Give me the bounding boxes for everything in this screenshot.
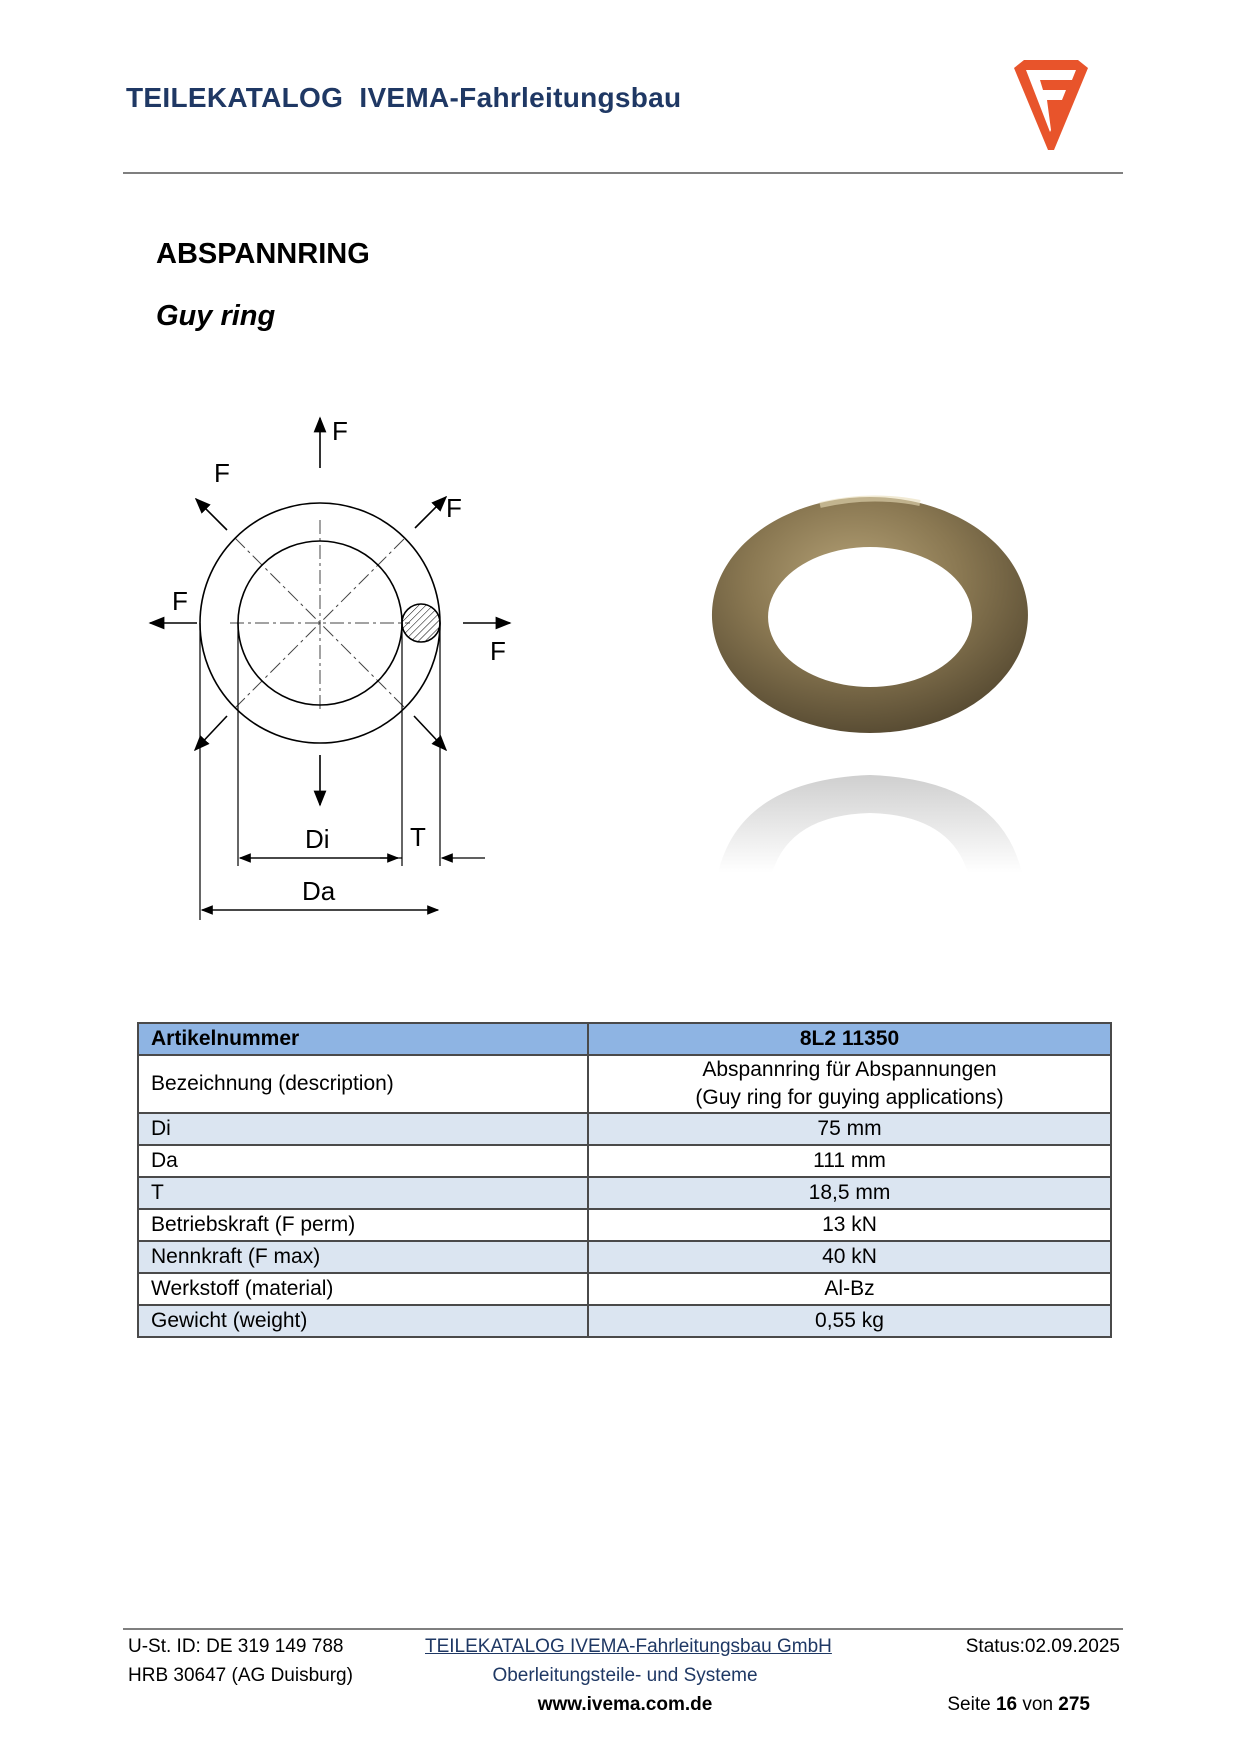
dim-label-di: Di — [305, 824, 330, 854]
force-arrows — [150, 418, 510, 805]
table-cell-label: Di — [138, 1113, 588, 1145]
product-title: ABSPANNRING — [156, 238, 370, 270]
product-photo — [700, 485, 1040, 885]
table-row — [138, 1113, 1111, 1145]
table-row — [138, 1145, 1111, 1177]
force-label-right: F — [490, 636, 506, 666]
table-cell-label: Gewicht (weight) — [138, 1305, 588, 1337]
table-cell-value: 75 mm — [588, 1113, 1111, 1145]
page-prefix: Seite — [947, 1694, 991, 1715]
description-line-1: Abspannring für Abspannungen — [702, 1058, 997, 1081]
dim-label-t: T — [410, 822, 426, 852]
description-line-2: (Guy ring for guying applications) — [695, 1086, 1004, 1109]
footer-vat-id: U-St. ID: DE 319 149 788 — [128, 1636, 344, 1657]
footer-company-link[interactable]: TEILEKATALOG IVEMA-Fahrleitungsbau GmbH — [425, 1636, 832, 1657]
page-total: 275 — [1058, 1694, 1090, 1715]
ring-cross-section — [402, 604, 440, 642]
force-label-top-left: F — [214, 458, 230, 488]
table-cell-value: 0,55 kg — [588, 1305, 1111, 1337]
technical-drawing — [140, 410, 580, 940]
footer-status: Status:02.09.2025 — [965, 1636, 1120, 1657]
force-label-top-right: F — [446, 493, 462, 523]
table-cell-value — [588, 1055, 1111, 1113]
catalog-title: TEILEKATALOG IVEMA-Fahrleitungsbau — [126, 82, 682, 113]
table-header-value: 8L2 11350 — [588, 1023, 1111, 1055]
table-header-label: Artikelnummer — [138, 1023, 588, 1055]
table-row — [138, 1241, 1111, 1273]
footer-register: HRB 30647 (AG Duisburg) — [128, 1665, 353, 1686]
page-current: 16 — [995, 1694, 1018, 1715]
page-of: von — [1022, 1694, 1054, 1715]
company-logo — [1010, 58, 1092, 152]
center-lines — [230, 520, 410, 710]
table-row-description — [138, 1055, 1111, 1113]
table-cell-label: Nennkraft (F max) — [138, 1241, 588, 1273]
table-row — [138, 1273, 1111, 1305]
table-row — [138, 1177, 1111, 1209]
table-cell-value: 18,5 mm — [588, 1177, 1111, 1209]
product-subtitle: Guy ring — [156, 300, 276, 332]
dim-label-da: Da — [302, 876, 336, 906]
table-cell-value: 13 kN — [588, 1209, 1111, 1241]
table-cell-label: Werkstoff (material) — [138, 1273, 588, 1305]
table-cell-label: Bezeichnung (description) — [138, 1055, 588, 1113]
table-header-row — [138, 1023, 1111, 1055]
footer-divider — [123, 1628, 1123, 1630]
force-label-left: F — [172, 586, 188, 616]
footer-website[interactable]: www.ivema.com.de — [537, 1694, 713, 1715]
table-row — [138, 1209, 1111, 1241]
ring-photo-reflection — [718, 775, 1022, 873]
table-cell-label: Betriebskraft (F perm) — [138, 1209, 588, 1241]
table-cell-value: 40 kN — [588, 1241, 1111, 1273]
footer-tagline: Oberleitungsteile- und Systeme — [492, 1665, 758, 1686]
footer-page-number — [880, 1694, 1090, 1716]
header-divider — [123, 172, 1123, 174]
spec-table — [137, 1022, 1112, 1338]
table-cell-label: Da — [138, 1145, 588, 1177]
ring-photo-body — [712, 497, 1028, 733]
force-label-top: F — [332, 416, 348, 446]
table-cell-value: Al-Bz — [588, 1273, 1111, 1305]
table-cell-value: 111 mm — [588, 1145, 1111, 1177]
table-row — [138, 1305, 1111, 1337]
dimension-lines — [200, 623, 485, 920]
table-cell-label: T — [138, 1177, 588, 1209]
